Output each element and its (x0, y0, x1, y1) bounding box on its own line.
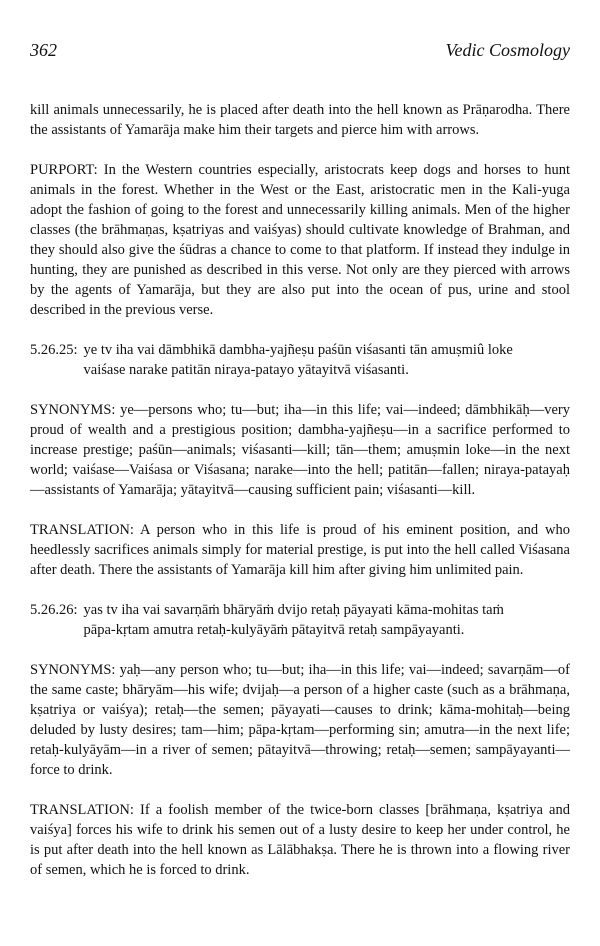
verse-number: 5.26.25: (30, 342, 78, 358)
translation-paragraph: TRANSLATION: A person who in this life is proud of his eminent position, and who heedlessly sacrifices animals simply for material prestige, is put into the hell called Viśasana after death. There the assistants of Yamarāja kill him after giving him unlimited pain. (30, 522, 570, 578)
continuation-paragraph: kill animals unnecessarily, he is placed after death into the hell known as Prāṇarodha. There the assistants of Yamarāja make him their targets and pierce him with arrows. (30, 102, 570, 138)
verse-5-26-25 (30, 340, 570, 380)
page-body (30, 100, 570, 900)
synonyms-paragraph: SYNONYMS: yaḥ—any person who; tu—but; iha—in this life; vai—indeed; savarṇām—of the same caste; bhāryām—his wife; dvijaḥ—a person of a higher caste (such as a brāhmaṇa, kṣatriya or vaiśya); retaḥ—the semen; pāyayati—causes to drink; kāma-mohitaḥ—being deluded by lusty desires; tam—him; pāpa-kṛtam—performing sin; amutra—in the next life; retaḥ-kulyāyām—in a river of semen; pātayitvā—throwing; retaḥ—semen; sampāyayanti—force to drink. (30, 662, 570, 778)
verse-text (84, 340, 570, 380)
synonyms-paragraph: SYNONYMS: ye—persons who; tu—but; iha—in this life; vai—indeed; dāmbhikāḥ—very proud of wealth and a prestigious position; dambha-yajñeṣu—in a sacrifice performed to increase prestige; paśūn—animals; viśasanti—kill; tān—them; amuṣmin loke—in the next world; vaiśase—Vaiśasa or Viśasana; narake—into the hell; patitān—fallen; niraya-patayaḥ—assistants of Yamarāja; yātayitvā—causing sufficient pain; viśasanti—kill. (30, 402, 570, 498)
purport-paragraph: PURPORT: In the Western countries especially, aristocrats keep dogs and horses to hunt animals in the forest. Whether in the West or the East, aristocratic men in the Kali-yuga adopt the fashion of going to the forest and unnecessarily killing animals. Men of the higher classes (the brāhmaṇas, kṣatriyas and vaiśyas) should cultivate knowledge of Brahman, and they should also give the śūdras a chance to come to that platform. If instead they indulge in hunting, they are punished as described in this verse. Not only are they pierced with arrows by the agents of Yamarāja, but they are also put into the ocean of pus, urine and stool described in the previous verse. (30, 162, 570, 318)
verse-number: 5.26.26: (30, 602, 78, 618)
verse-line: vaiśase narake patitān niraya-patayo yātayitvā viśasanti. (83, 362, 409, 378)
verse-line: pāpa-kṛtam amutra retaḥ-kulyāyāṁ pātayitvā retaḥ sampāyayanti. (83, 622, 465, 638)
verse-line: yas tv iha vai savarṇāṁ bhāryāṁ dvijo retaḥ pāyayati kāma-mohitas taṁ (83, 602, 504, 618)
page-number: 362 (30, 40, 57, 60)
page-header (30, 40, 570, 64)
verse-line: ye tv iha vai dāmbhikā dambha-yajñeṣu paśūn viśasanti tān amuṣmiû loke (83, 342, 513, 358)
translation-paragraph: TRANSLATION: If a foolish member of the twice-born classes [brāhmaṇa, kṣatriya and vaiśya] forces his wife to drink his semen out of a lusty desire to keep her under control, he is put after death into the hell known as Lālābhakṣa. There he is thrown into a flowing river of semen, which he is forced to drink. (30, 802, 570, 878)
verse-text (84, 600, 570, 640)
book-title: Vedic Cosmology (445, 40, 570, 60)
verse-5-26-26 (30, 600, 570, 640)
